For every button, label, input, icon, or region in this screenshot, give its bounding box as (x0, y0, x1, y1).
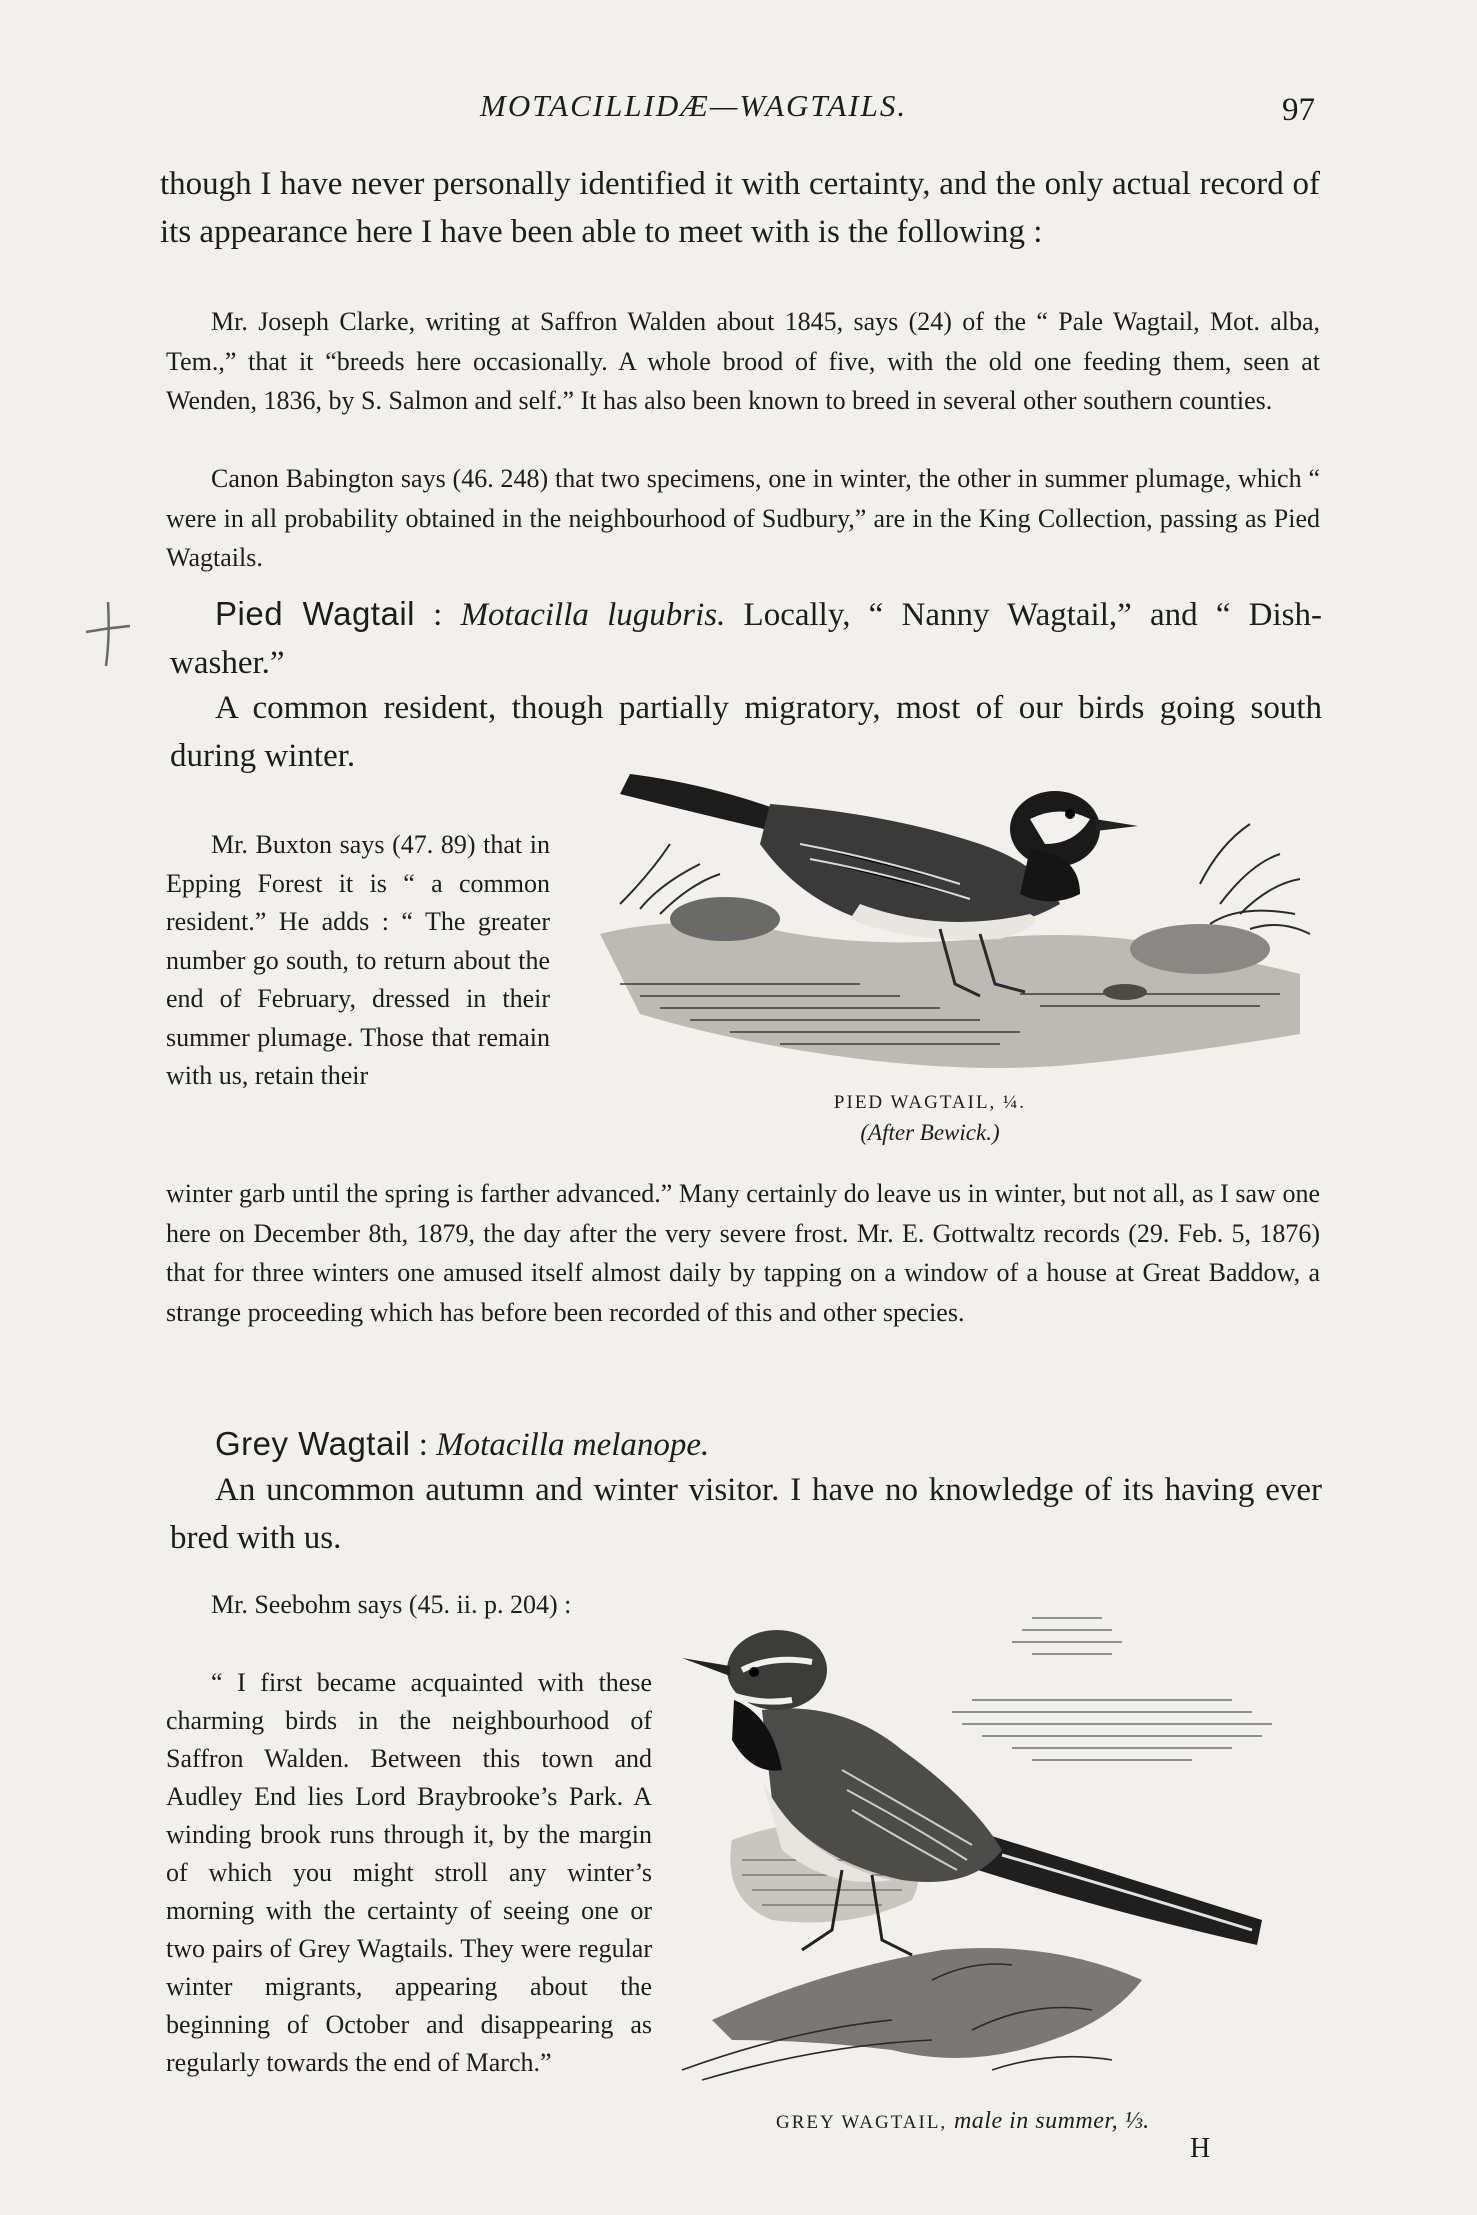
seebohm-intro: Mr. Seebohm says (45. ii. p. 204) : (211, 1590, 572, 1619)
signature-mark: H (1190, 2133, 1211, 2164)
grey-wagtail-caption (776, 2108, 1150, 2135)
pencil-cross-mark (78, 596, 138, 676)
pied-wagtail-name: Pied Wagtail (215, 595, 415, 632)
grey-wagtail-figure (672, 1600, 1332, 2100)
running-title: MOTACILLIDÆ—WAGTAILS. (480, 88, 908, 123)
pied-wagtail-heading: Pied Wagtail : Motacilla lugubris. Locally, “ Nanny Wagtail,” and “ Dish-washer.” (170, 595, 1322, 681)
pied-status-text: A common resident, though partially migratory, most of our birds going south during winter. (170, 690, 1322, 774)
grey-wagtail-name: Grey Wagtail (215, 1425, 411, 1462)
pied-wagtail-latin: Motacilla lugubris. (460, 597, 726, 633)
intro-paragraph: though I have never personally identified it with certainty, and the only actual record of its appearance here I have been able to meet with is the following : (160, 166, 1320, 250)
grey-status-paragraph: An uncommon autumn and winter visitor. I have no knowledge of its having ever bred with us. (170, 1472, 1322, 1556)
grey-wagtail-caption-detail: male in summer, ⅓. (953, 2108, 1150, 2134)
seebohm-quote: “ I first became acquainted with these charming birds in the neighbourhood of Saffron Walden. Between this town and Audley End lies Lord Braybrooke’s Park. A winding brook runs through it, by the margin of which you might stroll any winter’s morning with the certainty of seeing one or two pairs of Grey Wagtails. They were regular winter migrants, appearing about the beginning of October and disappearing as regularly towards the end of March.” (166, 1668, 652, 2077)
grey-wagtail-engraving (672, 1600, 1332, 2100)
grey-wagtail-heading: Grey Wagtail : Motacilla melanope. (215, 1425, 710, 1463)
grey-wagtail-latin: Motacilla melanope. (436, 1427, 710, 1463)
pied-wagtail-caption-credit: (After Bewick.) (860, 1120, 1000, 1145)
grey-wagtail-caption-name: GREY WAGTAIL, (776, 2112, 948, 2133)
babington-paragraph: Canon Babington says (46. 248) that two specimens, one in winter, the other in summer plumage, which “ were in all probability obtained in the neighbourhood of Sudbury,” are in the King Collection, passing as Pied Wagtails. (166, 464, 1320, 572)
pied-wagtail-local-names: Locally, “ Nanny Wagtail,” and “ Dish-washer.” (170, 597, 1322, 681)
buxton-continuation-paragraph: winter garb until the spring is farther advanced.” Many certainly do leave us in winter, but not all, as I saw one here on December 8th, 1879, the day after the very severe frost. Mr. E. Gottwaltz records (29. Feb. 5, 1876) that for three winters one amused itself almost daily by tapping on a window of a house at Great Baddow, a strange proceeding which has before been recorded of this and other species. (166, 1179, 1320, 1327)
pied-wagtail-engraving (560, 734, 1340, 1134)
clarke-paragraph: Mr. Joseph Clarke, writing at Saffron Walden about 1845, says (24) of the “ Pale Wagtail, Mot. alba, Tem.,” that it “breeds here occasionally. A whole brood of five, with the old one feeding them, seen at Wenden, 1836, by S. Salmon and self.” It has also been known to breed in several other southern counties. (166, 307, 1320, 415)
buxton-paragraph: Mr. Buxton says (47. 89) that in Epping Forest it is “ a common resident.” He adds : “ The greater number go south, to return about the end of February, dressed in their summer plumage. Those that remain with us, retain their (166, 830, 550, 1090)
pied-wagtail-figure (560, 734, 1340, 1134)
pied-wagtail-caption: PIED WAGTAIL, ¼. (833, 1092, 1027, 1113)
page-number: 97 (1282, 92, 1315, 128)
